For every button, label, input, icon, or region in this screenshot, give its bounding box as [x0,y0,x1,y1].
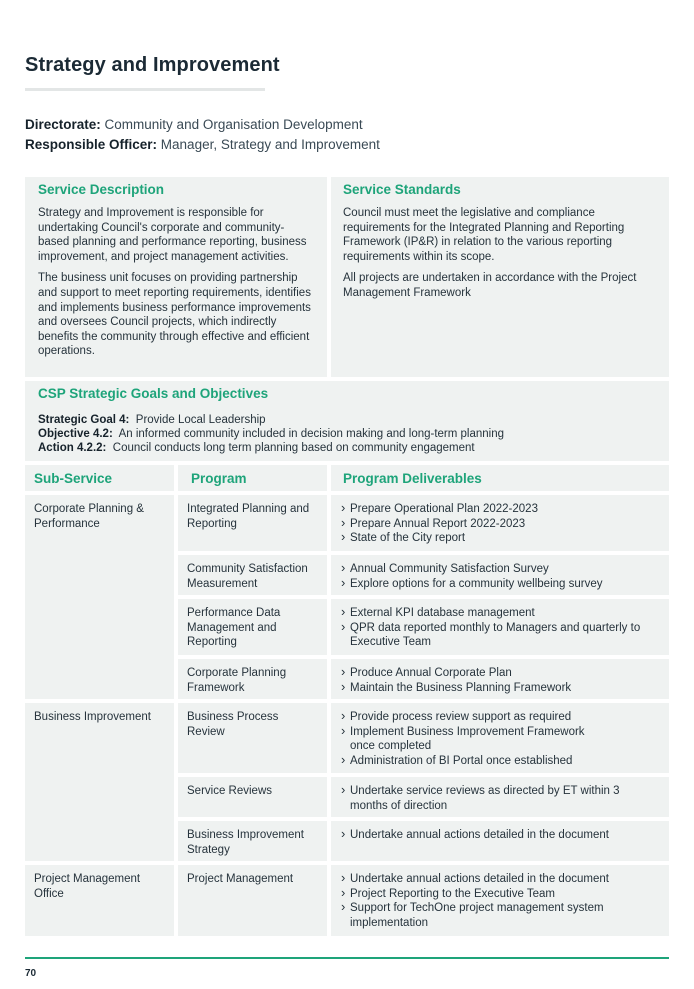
responsible-officer-label: Responsible Officer: [25,137,158,152]
deliverable-item: › Annual Community Satisfaction Survey [341,562,660,577]
program-cell: Integrated Planning and Reporting [178,495,327,551]
service-standards-paragraph: Council must meet the legislative and compliance requirements for the Integrated Planning and Reporting Framework (IP&R) in relation to the various reporting requirements within its scope. [343,207,625,263]
program-cell: Business Improvement Strategy [178,821,327,861]
footer-divider [25,957,669,959]
service-standards-paragraph: All projects are undertaken in accordance with the Project Management Framework [343,272,637,299]
deliverable-item: › Undertake annual actions detailed in the document [341,828,660,843]
deliverable-item: › Prepare Operational Plan 2022-2023 [341,502,660,517]
deliverables-cell [331,821,669,861]
csp-action [38,441,657,455]
deliverable-item: › Administration of BI Portal once established [341,754,599,769]
responsible-officer-line [25,137,380,152]
csp-line-label: Action 4.2.2: [38,442,107,455]
service-standards-heading: Service Standards [343,182,461,197]
directorate-value: Community and Organisation Development [104,117,363,132]
responsible-officer-value: Manager, Strategy and Improvement [160,137,380,152]
program-cell: Project Management [178,865,327,936]
page-title: Strategy and Improvement [25,54,280,76]
directorate-label: Directorate: [25,117,101,132]
program-cell: Community Satisfaction Measurement [178,555,327,595]
column-header-sub-service: Sub-Service [25,465,174,491]
program-cell: Business Process Review [178,703,327,773]
csp-line-text: An informed community included in decision making and long-term planning [118,428,505,441]
deliverables-cell [331,495,669,551]
service-description-paragraph: Strategy and Improvement is responsible for undertaking Council's corporate and community-based planning and performance reporting, business improvement, and project management activities. [38,207,307,263]
service-standards-panel [331,177,669,377]
service-description-panel [25,177,327,377]
sub-service-cell: Business Improvement [25,703,174,861]
service-description-heading: Service Description [38,182,165,197]
deliverable-item: › Explore options for a community wellbeing survey [341,577,660,592]
directorate-line [25,117,363,132]
csp-heading: CSP Strategic Goals and Objectives [38,386,269,401]
deliverable-item: › State of the City report [341,531,660,546]
deliverable-item: › Project Reporting to the Executive Team [341,887,639,902]
column-header-program: Program [178,465,327,491]
deliverable-item: › Implement Business Improvement Framework once completed [341,725,599,754]
deliverable-item: › QPR data reported monthly to Managers and quarterly to Executive Team [341,621,649,650]
deliverable-item: › Undertake service reviews as directed by ET within 3 months of direction [341,784,629,813]
deliverables-cell [331,555,669,595]
deliverables-cell [331,865,669,936]
deliverable-item: › Undertake annual actions detailed in the document [341,872,639,887]
deliverables-cell [331,703,669,773]
deliverable-item: › External KPI database management [341,606,649,621]
csp-line-text: Council conducts long term planning based on community engagement [112,442,475,455]
deliverable-item: › Prepare Annual Report 2022-2023 [341,517,660,532]
csp-line-text: Provide Local Leadership [135,414,266,426]
deliverable-item: › Support for TechOne project management system implementation [341,901,639,930]
program-cell: Service Reviews [178,777,327,817]
program-cell: Corporate Planning Framework [178,659,327,699]
deliverables-cell [331,777,669,817]
title-divider [25,88,265,91]
deliverable-item: › Produce Annual Corporate Plan [341,666,660,681]
page-number: 70 [25,968,37,979]
csp-goals-panel [25,381,669,461]
deliverables-cell [331,659,669,699]
sub-service-cell: Project Management Office [25,865,174,936]
sub-service-cell: Corporate Planning & Performance [25,495,174,699]
deliverables-cell [331,599,669,655]
program-cell: Performance Data Management and Reporting [178,599,327,655]
deliverable-item: › Provide process review support as required [341,710,599,725]
service-description-paragraph: The business unit focuses on providing partnership and support to meet reporting requirements, identifies and implements business performance improvements and oversees Council projects, which indirectly benefits the community through effective and efficient operations. [38,272,311,358]
column-header-program-deliverables: Program Deliverables [331,465,669,491]
csp-strategic-goal [38,413,657,427]
csp-objective [38,427,657,441]
csp-line-label: Strategic Goal 4: [38,414,130,426]
deliverable-item: › Maintain the Business Planning Framework [341,681,660,696]
csp-line-label: Objective 4.2: [38,428,113,441]
